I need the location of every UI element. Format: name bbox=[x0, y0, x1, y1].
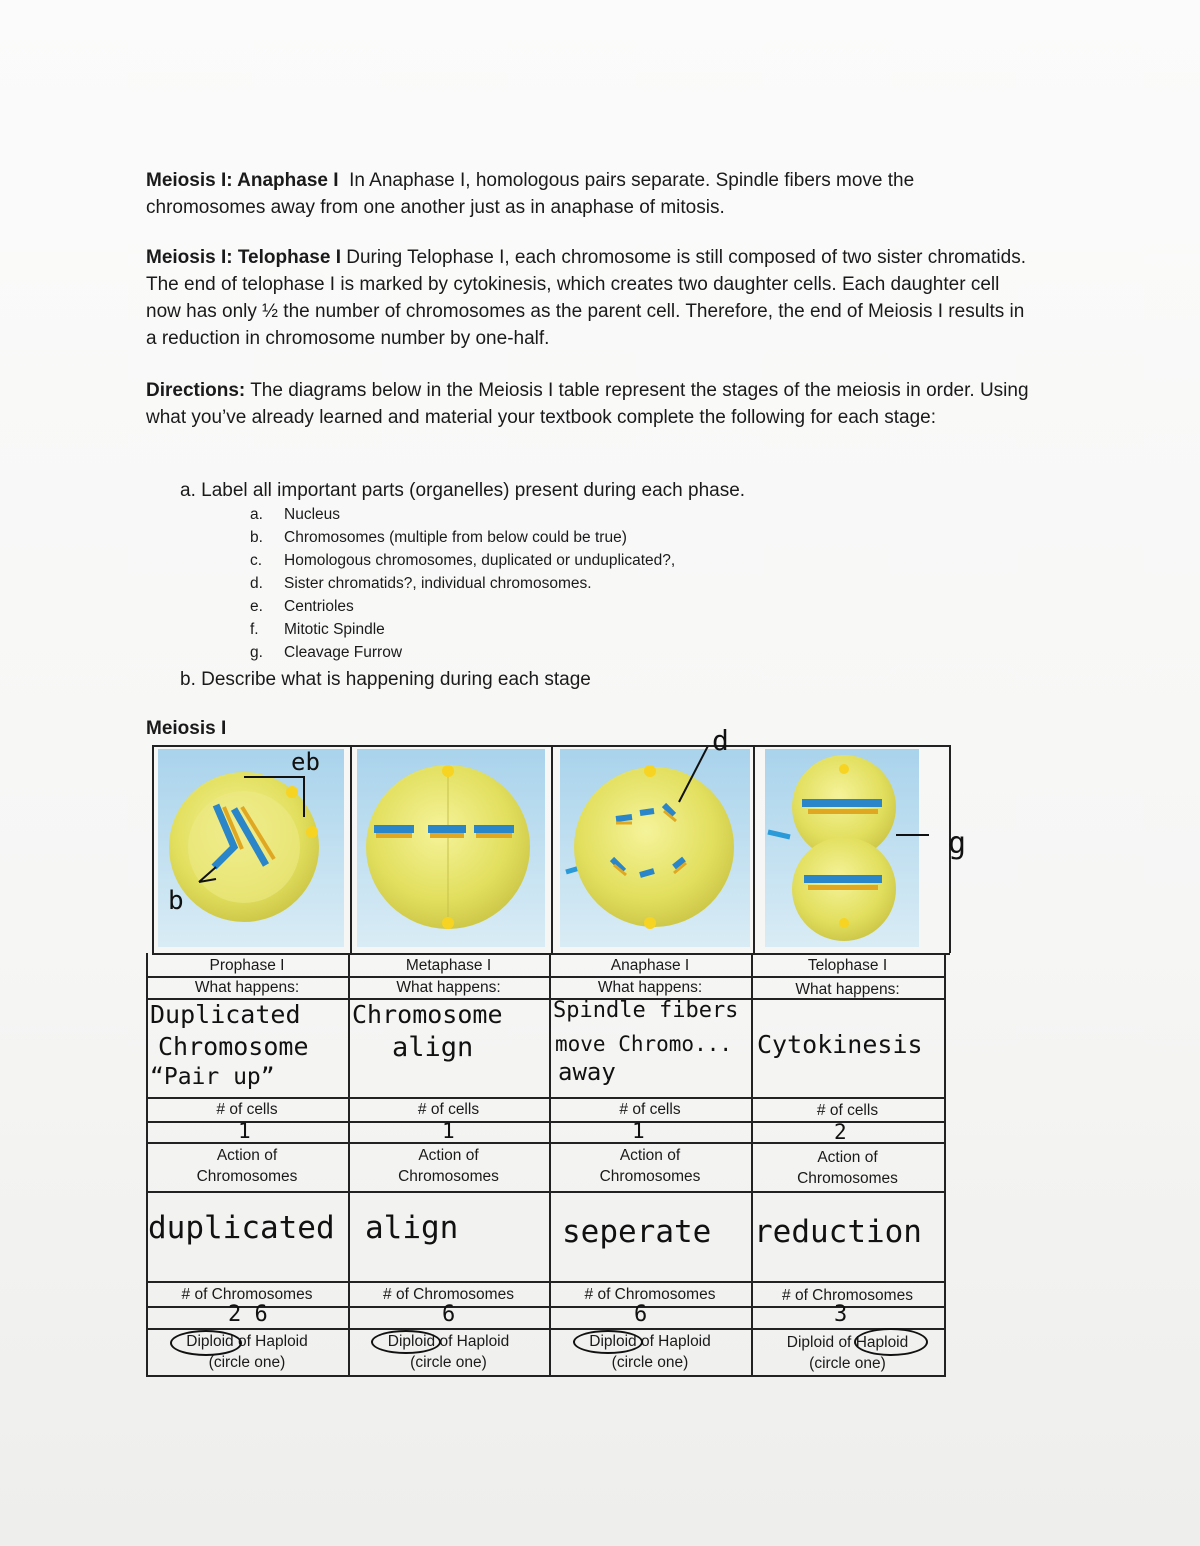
num-chromosomes-label: # of Chromosomes bbox=[782, 1287, 913, 1304]
answer-happens-line: Chromosome bbox=[352, 1000, 503, 1029]
answer-happens-line: away bbox=[558, 1058, 616, 1086]
num-cells-label: # of cells bbox=[816, 1102, 879, 1119]
what-happens-label: What happens: bbox=[396, 979, 501, 996]
metaphase-cell bbox=[366, 765, 530, 929]
what-happens-label: What happens: bbox=[795, 981, 900, 998]
what-happens-label: What happens: bbox=[194, 979, 300, 996]
diploid-option: Diploid bbox=[589, 1333, 637, 1350]
prophase-cell bbox=[169, 772, 319, 922]
sub-item bbox=[250, 621, 385, 639]
list-item-a: a. Label all important parts (organelles) present during each phase. bbox=[180, 480, 746, 501]
answer-action: duplicated bbox=[148, 1210, 335, 1246]
label-b: b bbox=[168, 886, 184, 916]
answer-cells: 2 bbox=[834, 1120, 847, 1144]
circle-one-label: (circle one) bbox=[410, 1354, 487, 1371]
answer-happens-line: Chromosome bbox=[158, 1032, 309, 1061]
answer-chromosomes: 6 bbox=[634, 1302, 648, 1327]
circle-one-label: (circle one) bbox=[208, 1354, 286, 1371]
answer-action: seperate bbox=[562, 1214, 712, 1250]
circled-diploid-mark bbox=[573, 1330, 643, 1354]
answer-cells: 1 bbox=[632, 1119, 645, 1143]
answer-happens-line: “Pair up” bbox=[150, 1064, 275, 1090]
answer-happens-line: Spindle fibers bbox=[553, 998, 739, 1023]
sub-item bbox=[250, 506, 340, 524]
telophase-paragraph bbox=[146, 244, 1036, 352]
answer-chromosomes: 3 bbox=[834, 1302, 848, 1327]
answer-chromosomes: 6 bbox=[442, 1302, 456, 1327]
sub-item bbox=[250, 552, 675, 570]
num-cells-label: # of cells bbox=[216, 1101, 278, 1118]
directions-paragraph bbox=[146, 377, 1036, 431]
answer-happens-line: align bbox=[392, 1032, 474, 1063]
num-chromosomes-label: # of Chromosomes bbox=[584, 1286, 716, 1303]
sub-item bbox=[250, 575, 592, 593]
haploid-option: of Haploid bbox=[640, 1333, 711, 1350]
sub-item-text: Nucleus bbox=[284, 506, 340, 523]
sub-item-letter: e. bbox=[250, 598, 263, 615]
diploid-option: Diploid bbox=[186, 1333, 234, 1350]
circled-diploid-mark bbox=[170, 1330, 242, 1356]
diploid-option: Diploid bbox=[387, 1333, 436, 1350]
haploid-option: Haploid bbox=[855, 1334, 909, 1351]
directions-text: The diagrams below in the Meiosis I table represent the stages of the meiosis in order. Using what you’ve already learned and material your textbook complete the following for each stage: bbox=[146, 380, 1029, 428]
label-eb: eb bbox=[291, 748, 320, 776]
answer-action: align bbox=[365, 1210, 459, 1246]
sub-item-letter: d. bbox=[250, 575, 263, 592]
anaphase-paragraph bbox=[146, 167, 1036, 221]
phase-name: Prophase I bbox=[209, 957, 285, 974]
haploid-option: of Haploid bbox=[237, 1333, 308, 1350]
anaphase-title: Meiosis I: Anaphase I bbox=[146, 170, 339, 191]
sub-item bbox=[250, 598, 354, 616]
anaphase-text: In Anaphase I, homologous pairs separate. Spindle fibers move the chromosomes away from one another just as in anaphase of mitosis. bbox=[146, 170, 915, 218]
phase-name: Anaphase I bbox=[610, 957, 690, 974]
sub-item bbox=[250, 529, 627, 547]
answer-action: reduction bbox=[754, 1214, 922, 1250]
circled-diploid-mark bbox=[371, 1330, 441, 1354]
directions-title: Directions: bbox=[146, 380, 246, 401]
list-item-b: b. Describe what is happening during each stage bbox=[180, 669, 591, 690]
circled-haploid-mark bbox=[854, 1328, 928, 1356]
sub-item-text: Centrioles bbox=[284, 598, 354, 615]
action-label: Action of Chromosomes bbox=[797, 1149, 898, 1187]
what-happens-label: What happens: bbox=[597, 979, 703, 996]
sub-item-text: Mitotic Spindle bbox=[284, 621, 385, 638]
circle-one-label: (circle one) bbox=[611, 1354, 689, 1371]
sub-item-letter: f. bbox=[250, 621, 259, 638]
telophase-text: During Telophase I, each chromosome is still composed of two sister chromatids. The end of telophase I is marked by cytokinesis, which creates two daughter cells. Each daughter cell now has only ½ the number of chromosomes as the parent cell. Therefore, the end of Meiosis I results in a reduction in chromosome number by one-half. bbox=[146, 247, 1026, 349]
answer-cells: 1 bbox=[442, 1119, 455, 1143]
circle-one-label: (circle one) bbox=[809, 1355, 886, 1372]
sub-item-letter: b. bbox=[250, 529, 263, 546]
sub-item-letter: a. bbox=[250, 506, 263, 523]
sub-item-text: Sister chromatids?, individual chromosomes. bbox=[284, 575, 592, 592]
answer-chromosomes: 2 6 bbox=[228, 1302, 268, 1327]
num-cells-label: # of cells bbox=[417, 1101, 480, 1118]
meiosis-diagrams bbox=[154, 747, 949, 952]
sub-item bbox=[250, 644, 402, 662]
diploid-option: Diploid of bbox=[786, 1334, 852, 1351]
sub-item-text: Cleavage Furrow bbox=[284, 644, 403, 661]
label-g: g bbox=[948, 826, 967, 861]
sub-item-letter: g. bbox=[250, 644, 263, 661]
action-label: Action of Chromosomes bbox=[196, 1147, 298, 1185]
sub-item-letter: c. bbox=[250, 552, 263, 569]
answer-happens-line: Cytokinesis bbox=[757, 1030, 923, 1059]
num-cells-label: # of cells bbox=[619, 1101, 681, 1118]
haploid-option: of Haploid bbox=[439, 1333, 510, 1350]
label-d: d bbox=[712, 724, 729, 757]
sub-item-text: Homologous chromosomes, duplicated or unduplicated?, bbox=[284, 552, 676, 569]
sub-item-text: Chromosomes (multiple from below could be true) bbox=[284, 529, 627, 546]
num-chromosomes-label: # of Chromosomes bbox=[181, 1286, 313, 1303]
phase-name: Telophase I bbox=[807, 957, 888, 974]
phase-name: Metaphase I bbox=[405, 957, 492, 974]
section-title: Meiosis I bbox=[146, 718, 227, 739]
action-label: Action of Chromosomes bbox=[599, 1147, 701, 1185]
answer-happens-line: move Chromo... bbox=[555, 1032, 733, 1056]
telophase-title: Meiosis I: Telophase I bbox=[146, 247, 341, 268]
action-label: Action of Chromosomes bbox=[398, 1147, 499, 1185]
answer-happens-line: Duplicated bbox=[150, 1000, 301, 1029]
num-chromosomes-label: # of Chromosomes bbox=[383, 1286, 514, 1303]
answer-cells: 1 bbox=[238, 1119, 251, 1143]
